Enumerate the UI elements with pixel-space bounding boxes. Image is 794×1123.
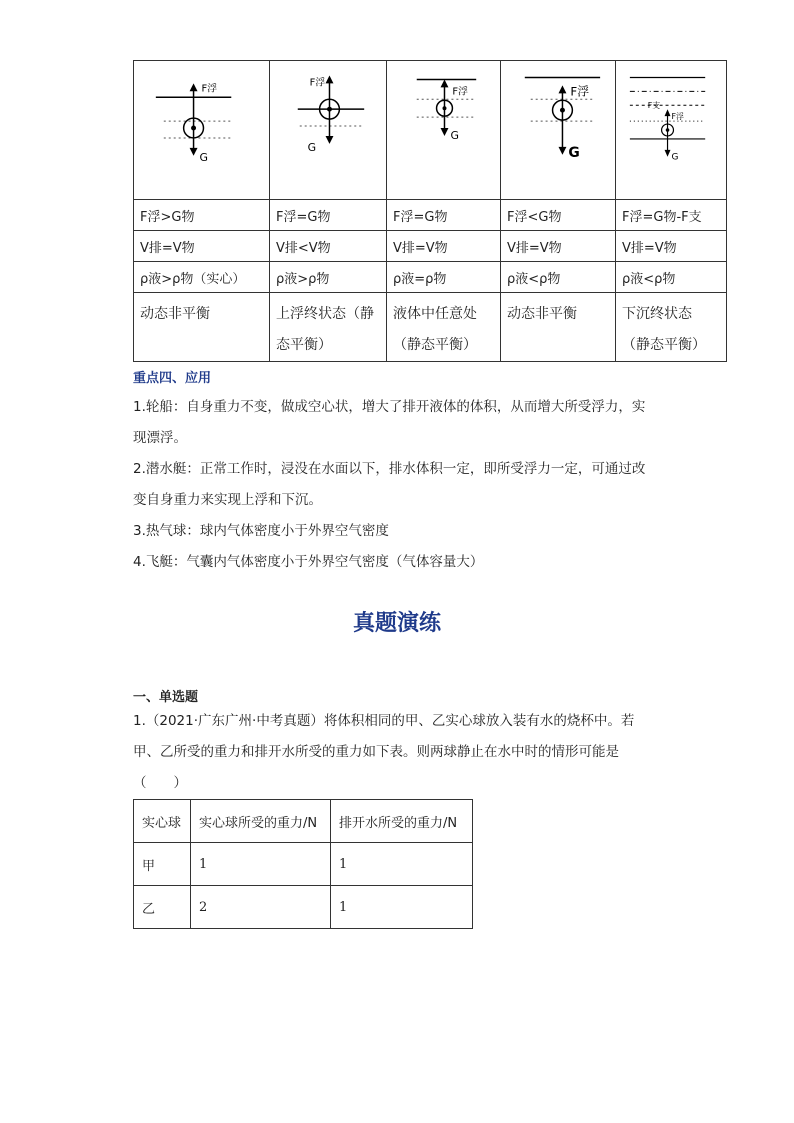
cell-line: 上浮终状态（静 bbox=[276, 306, 374, 322]
paragraph-line: 现漂浮。 bbox=[133, 430, 187, 446]
question-section-heading: 一、单选题 bbox=[133, 690, 199, 705]
diagram-sinking bbox=[501, 61, 616, 200]
table-row bbox=[134, 843, 473, 886]
table-cell: 甲 bbox=[134, 843, 191, 886]
paragraph-line: 1.轮船：自身重力不变，做成空心状，增大了排开液体的体积，从而增大所受浮力，实 bbox=[133, 399, 646, 415]
question-line: （ ） bbox=[133, 775, 187, 791]
table-header-cell: 排开水所受的重力/N bbox=[331, 800, 473, 843]
table-cell bbox=[270, 293, 387, 362]
table-header-cell: 实心球 bbox=[134, 800, 191, 843]
table-cell: V排=V物 bbox=[134, 231, 270, 262]
cell-line: 动态非平衡 bbox=[507, 306, 577, 322]
cell-line: 态平衡） bbox=[276, 337, 332, 353]
table-cell bbox=[616, 293, 727, 362]
label-g: G bbox=[307, 140, 317, 154]
label-f-support: F支 bbox=[647, 101, 661, 111]
table-cell: 1 bbox=[191, 843, 331, 886]
label-f-float: F浮 bbox=[201, 83, 218, 95]
diagram-rising bbox=[134, 61, 270, 200]
table-cell: V排=V物 bbox=[616, 231, 727, 262]
table-row bbox=[134, 262, 727, 293]
floating-ball-diagram bbox=[270, 61, 386, 199]
table-cell: F浮=G物-F支 bbox=[616, 200, 727, 231]
table-cell: V排=V物 bbox=[387, 231, 501, 262]
question-line: 1.（2021·广东广州·中考真题）将体积相同的甲、乙实心球放入装有水的烧杯中。若 bbox=[133, 713, 635, 729]
buoyancy-states-table bbox=[133, 60, 727, 362]
section-heading: 重点四、应用 bbox=[133, 371, 212, 386]
cell-line: （静态平衡） bbox=[393, 337, 477, 353]
table-header-cell: 实心球所受的重力/N bbox=[191, 800, 331, 843]
paragraph-line: 2.潜水艇：正常工作时，浸没在水面以下，排水体积一定，即所受浮力一定，可通过改 bbox=[133, 461, 646, 477]
cell-line: （静态平衡） bbox=[622, 337, 706, 353]
label-f-float: F浮 bbox=[452, 86, 469, 98]
label-g: G bbox=[450, 128, 459, 142]
table-cell: V排=V物 bbox=[501, 231, 616, 262]
suspended-ball-diagram bbox=[387, 61, 500, 199]
table-cell bbox=[387, 293, 501, 362]
table-cell: F浮<G物 bbox=[501, 200, 616, 231]
table-cell: 乙 bbox=[134, 886, 191, 929]
label-g: G bbox=[568, 144, 580, 161]
table-header-row bbox=[134, 800, 473, 843]
table-cell: 1 bbox=[331, 843, 473, 886]
diagram-floating bbox=[270, 61, 387, 200]
table-cell: ρ液<ρ物 bbox=[616, 262, 727, 293]
table-cell: ρ液=ρ物 bbox=[387, 262, 501, 293]
question-data-table bbox=[133, 799, 473, 929]
cell-line: 动态非平衡 bbox=[140, 306, 210, 322]
table-row bbox=[134, 293, 727, 362]
table-row bbox=[134, 231, 727, 262]
page-title: 真题演练 bbox=[352, 610, 441, 636]
table-cell: ρ液>ρ物（实心） bbox=[134, 262, 270, 293]
paragraph-line: 变自身重力来实现上浮和下沉。 bbox=[133, 492, 322, 508]
label-f-float: F浮 bbox=[309, 77, 326, 89]
label-g: G bbox=[671, 152, 679, 163]
label-f-float: F浮 bbox=[570, 84, 590, 99]
table-cell: F浮>G物 bbox=[134, 200, 270, 231]
table-cell: F浮=G物 bbox=[387, 200, 501, 231]
table-cell bbox=[134, 293, 270, 362]
sinking-ball-diagram bbox=[501, 61, 615, 199]
paragraph-line: 3.热气球：球内气体密度小于外界空气密度 bbox=[133, 523, 389, 539]
table-cell: F浮=G物 bbox=[270, 200, 387, 231]
table-cell bbox=[501, 293, 616, 362]
table-cell: ρ液<ρ物 bbox=[501, 262, 616, 293]
cell-line: 下沉终状态 bbox=[622, 306, 692, 322]
table-cell: 2 bbox=[191, 886, 331, 929]
rising-ball-diagram bbox=[134, 61, 269, 199]
table-row bbox=[134, 200, 727, 231]
cell-line: 液体中任意处 bbox=[393, 306, 477, 322]
table-cell: 1 bbox=[331, 886, 473, 929]
label-g: G bbox=[199, 150, 208, 164]
sunk-ball-diagram bbox=[616, 61, 726, 199]
diagram-sunk bbox=[616, 61, 727, 200]
diagram-suspended bbox=[387, 61, 501, 200]
table-row bbox=[134, 886, 473, 929]
label-f-float: F浮 bbox=[671, 112, 684, 122]
table-cell: V排<V物 bbox=[270, 231, 387, 262]
question-line: 甲、乙所受的重力和排开水所受的重力如下表。则两球静止在水中时的情形可能是 bbox=[133, 744, 619, 760]
table-cell: ρ液>ρ物 bbox=[270, 262, 387, 293]
paragraph-line: 4.飞艇：气囊内气体密度小于外界空气密度（气体容量大） bbox=[133, 554, 484, 570]
